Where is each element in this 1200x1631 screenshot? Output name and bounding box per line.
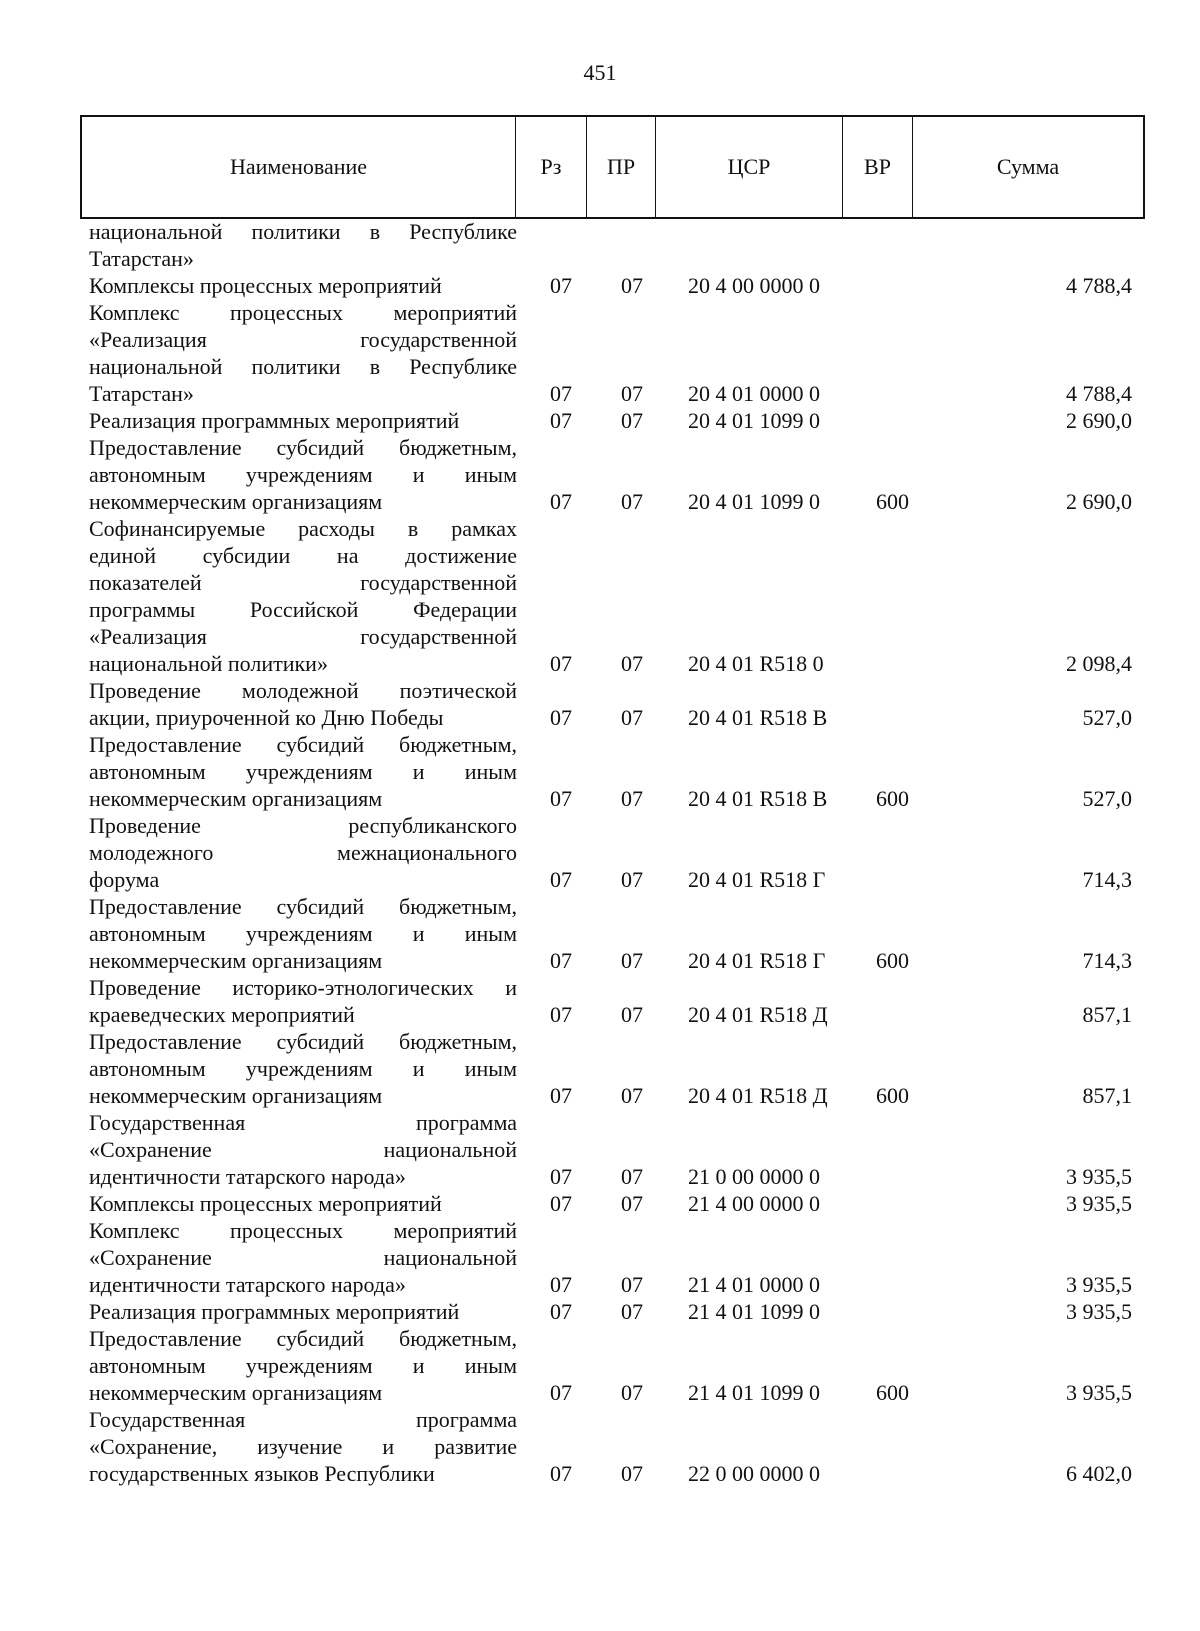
row-sum: 714,3 [1082,867,1132,892]
row-name [89,677,517,731]
row-name-line: Комплекс процессных мероприятий [89,300,517,325]
row-name [89,1406,517,1487]
row-pr: 07 [621,1002,643,1027]
row-name-line: Предоставление субсидий бюджетным, [89,435,517,460]
row-sum: 3 935,5 [1066,1380,1132,1405]
row-name-line: показателей государственной [89,570,517,595]
row-csr: 20 4 01 0000 0 [688,381,820,406]
table-row [0,1217,1200,1298]
row-name-line: Реализация программных мероприятий [89,1299,460,1324]
row-csr: 20 4 01 1099 0 [688,408,820,433]
header-vr: ВР [842,117,912,217]
row-sum: 2 098,4 [1066,651,1132,676]
row-csr: 21 4 00 0000 0 [688,1191,820,1216]
table-row [0,731,1200,812]
row-name [89,299,517,407]
row-name-line: автономным учреждениям и иным [89,921,517,946]
row-sum: 527,0 [1082,705,1132,730]
row-pr: 07 [621,786,643,811]
row-name-line: некоммерческим организациям [89,948,383,973]
row-name-line: некоммерческим организациям [89,1083,383,1108]
row-name-line: некоммерческим организациям [89,1380,383,1405]
row-rz: 07 [550,1380,572,1405]
row-pr: 07 [621,867,643,892]
row-name-line: Проведение историко-этнологических и [89,975,517,1000]
row-rz: 07 [550,705,572,730]
table-row [0,407,1200,434]
table-row [0,299,1200,407]
row-csr: 20 4 01 R518 Д [688,1083,828,1108]
row-rz: 07 [550,381,572,406]
row-name-line: «Сохранение национальной [89,1245,517,1270]
page-number: 451 [583,60,617,85]
table-row [0,1406,1200,1487]
row-csr: 21 4 01 1099 0 [688,1299,820,1324]
row-csr: 21 0 00 0000 0 [688,1164,820,1189]
row-name-line: «Реализация государственной [89,624,517,649]
row-name-line: Государственная программа [89,1110,517,1135]
row-sum: 527,0 [1082,786,1132,811]
row-pr: 07 [621,705,643,730]
row-name-line: программы Российской Федерации [89,597,517,622]
row-name-line: молодежного межнационального [89,840,517,865]
row-csr: 20 4 01 R518 В [688,786,828,811]
row-name-line: Предоставление субсидий бюджетным, [89,1029,517,1054]
row-sum: 3 935,5 [1066,1191,1132,1216]
row-sum: 6 402,0 [1066,1461,1132,1486]
row-name-line: «Реализация государственной [89,327,517,352]
header-sum: Сумма [912,117,1143,217]
table-row [0,893,1200,974]
row-vr: 600 [876,1380,909,1405]
row-name-line: Проведение республиканского [89,813,517,838]
table-row [0,1109,1200,1190]
table-header [80,115,1145,219]
row-pr: 07 [621,381,643,406]
row-pr: 07 [621,948,643,973]
row-rz: 07 [550,273,572,298]
row-name-line: акции, приуроченной ко Дню Победы [89,705,444,730]
row-rz: 07 [550,1002,572,1027]
row-sum: 2 690,0 [1066,408,1132,433]
row-name-line: «Сохранение национальной [89,1137,517,1162]
row-name-line: идентичности татарского народа» [89,1164,406,1189]
row-sum: 4 788,4 [1066,273,1132,298]
row-sum: 3 935,5 [1066,1164,1132,1189]
row-pr: 07 [621,651,643,676]
row-name [89,1217,517,1298]
row-name [89,1028,517,1109]
table-body [0,218,1200,1487]
row-name [89,1190,517,1217]
header-rz: Рз [515,117,586,217]
row-pr: 07 [621,1272,643,1297]
table-row [0,1325,1200,1406]
row-name-line: Государственная программа [89,1407,517,1432]
table-row [0,812,1200,893]
row-name-line: идентичности татарского народа» [89,1272,406,1297]
row-name-line: форума [89,867,160,892]
row-vr: 600 [876,489,909,514]
row-vr: 600 [876,1083,909,1108]
header-name: Наименование [229,154,368,179]
table-row [0,434,1200,515]
row-name-line: Предоставление субсидий бюджетным, [89,732,517,757]
row-sum: 3 935,5 [1066,1272,1132,1297]
row-pr: 07 [621,1299,643,1324]
row-name-line: некоммерческим организациям [89,786,383,811]
row-rz: 07 [550,1299,572,1324]
row-pr: 07 [621,489,643,514]
table-row [0,1190,1200,1217]
row-name-line: Софинансируемые расходы в рамках [89,516,517,541]
row-sum: 2 690,0 [1066,489,1132,514]
table-row [0,515,1200,677]
row-name-line: единой субсидии на достижение [89,543,517,568]
row-pr: 07 [621,1083,643,1108]
row-csr: 21 4 01 0000 0 [688,1272,820,1297]
row-name-line: Предоставление субсидий бюджетным, [89,1326,517,1351]
row-pr: 07 [621,408,643,433]
row-sum: 4 788,4 [1066,381,1132,406]
row-name-line: «Сохранение, изучение и развитие [89,1434,517,1459]
row-sum: 3 935,5 [1066,1299,1132,1324]
row-csr: 20 4 01 1099 0 [688,489,820,514]
row-name [89,1298,517,1325]
row-rz: 07 [550,1272,572,1297]
row-rz: 07 [550,867,572,892]
row-name [89,272,517,299]
table-row [0,677,1200,731]
row-pr: 07 [621,1164,643,1189]
row-name [89,1109,517,1190]
row-name [89,731,517,812]
row-pr: 07 [621,1461,643,1486]
row-name [89,515,517,677]
row-name-line: автономным учреждениям и иным [89,1353,517,1378]
row-pr: 07 [621,273,643,298]
row-name-line: Предоставление субсидий бюджетным, [89,894,517,919]
row-rz: 07 [550,1191,572,1216]
row-name [89,812,517,893]
row-rz: 07 [550,1083,572,1108]
header-pr: ПР [586,117,655,217]
row-name-line: национальной политики» [89,651,328,676]
row-name-line: Татарстан» [89,246,194,271]
row-name-line: Комплексы процессных мероприятий [89,273,442,298]
table-row [0,272,1200,299]
row-sum: 714,3 [1082,948,1132,973]
row-name [89,1325,517,1406]
row-rz: 07 [550,1164,572,1189]
row-pr: 07 [621,1191,643,1216]
row-rz: 07 [550,1461,572,1486]
row-sum: 857,1 [1082,1083,1132,1108]
row-name-line: национальной политики в Республике [89,354,517,379]
row-name-line: автономным учреждениям и иным [89,1056,517,1081]
row-name [89,893,517,974]
row-name [89,974,517,1028]
row-rz: 07 [550,786,572,811]
table-row [0,1298,1200,1325]
row-csr: 20 4 01 R518 В [688,705,828,730]
row-csr: 21 4 01 1099 0 [688,1380,820,1405]
row-rz: 07 [550,651,572,676]
row-name-line: автономным учреждениям и иным [89,462,517,487]
table-row [0,974,1200,1028]
row-name-line: некоммерческим организациям [89,489,383,514]
row-vr: 600 [876,948,909,973]
row-name-line: Проведение молодежной поэтической [89,678,517,703]
row-name [89,407,517,434]
row-name-line: автономным учреждениям и иным [89,759,517,784]
row-name-line: Реализация программных мероприятий [89,408,460,433]
row-csr: 22 0 00 0000 0 [688,1461,820,1486]
row-name [89,434,517,515]
row-name-line: Комплекс процессных мероприятий [89,1218,517,1243]
row-name-line: краеведческих мероприятий [89,1002,355,1027]
row-vr: 600 [876,786,909,811]
row-csr: 20 4 01 R518 Г [688,948,826,973]
table-row [0,218,1200,272]
row-name-line: национальной политики в Республике [89,219,517,244]
row-csr: 20 4 00 0000 0 [688,273,820,298]
row-rz: 07 [550,489,572,514]
row-name-line: Татарстан» [89,381,194,406]
row-csr: 20 4 01 R518 Д [688,1002,828,1027]
row-sum: 857,1 [1082,1002,1132,1027]
row-name-line: государственных языков Республики [89,1461,435,1486]
row-csr: 20 4 01 R518 0 [688,651,824,676]
row-name-line: Комплексы процессных мероприятий [89,1191,442,1216]
row-rz: 07 [550,948,572,973]
row-pr: 07 [621,1380,643,1405]
header-csr: ЦСР [655,117,842,217]
row-csr: 20 4 01 R518 Г [688,867,826,892]
row-name [89,218,517,272]
row-rz: 07 [550,408,572,433]
table-row [0,1028,1200,1109]
